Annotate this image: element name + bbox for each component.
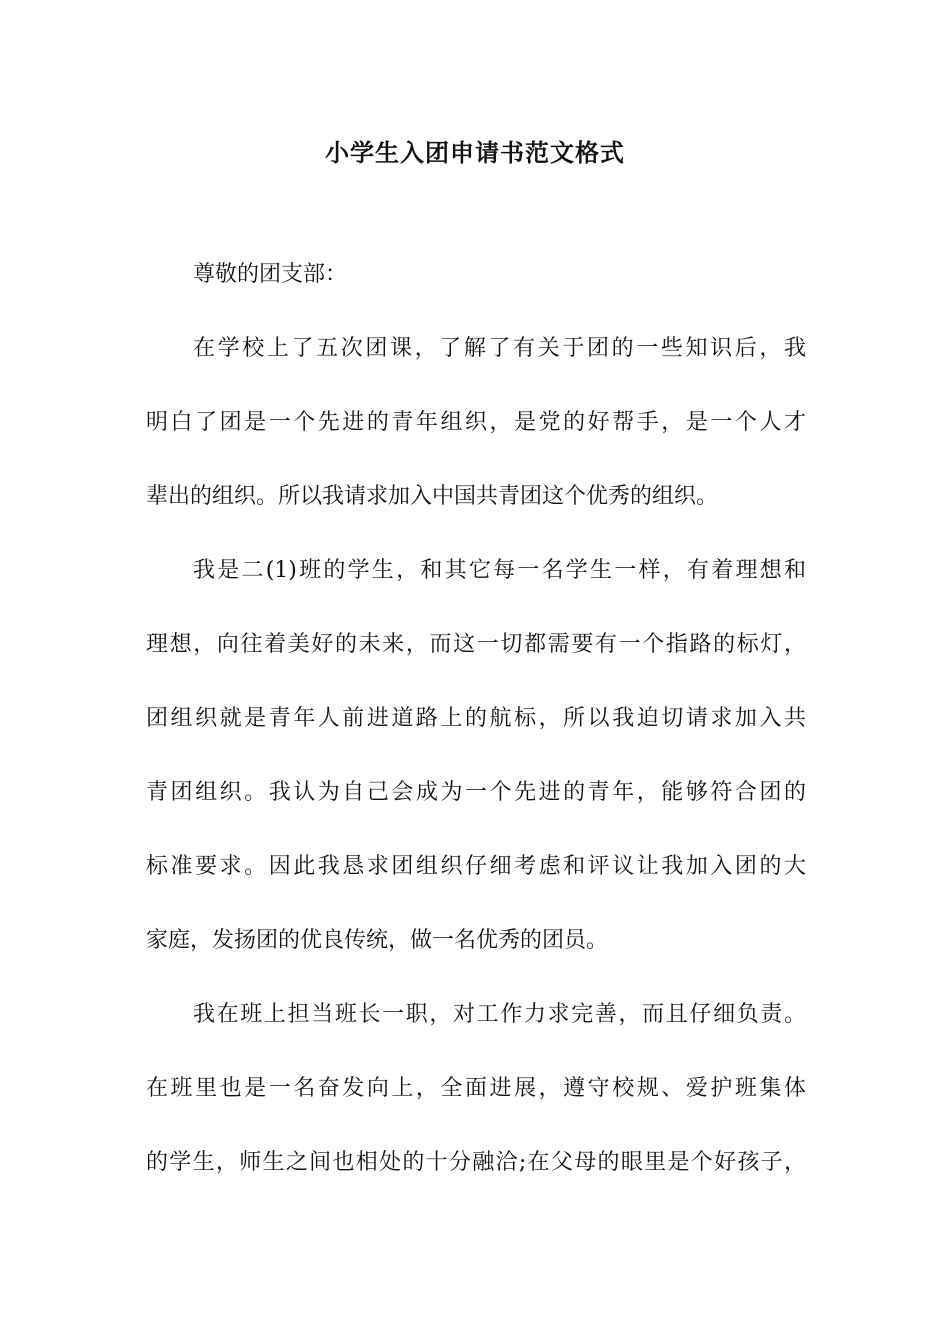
text-line: 青团组织。我认为自己会成为一个先进的青年，能够符合团的 bbox=[146, 780, 806, 805]
text-line: 的学生，师生之间也相处的十分融洽;在父母的眼里是个好孩子， bbox=[146, 1150, 806, 1175]
text-line: 我是二(1)班的学生，和其它每一名学生一样，有着理想和 bbox=[193, 558, 806, 583]
text-line: 尊敬的团支部： bbox=[193, 262, 348, 287]
text-line: 理想，向往着美好的未来，而这一切都需要有一个指路的标灯， bbox=[146, 632, 806, 657]
text-line: 标准要求。因此我恳求团组织仔细考虑和评议让我加入团的大 bbox=[146, 854, 806, 879]
text-line: 明白了团是一个先进的青年组织，是党的好帮手，是一个人才 bbox=[146, 410, 806, 435]
document-title: 小学生入团申请书范文格式 bbox=[325, 138, 625, 167]
text-line: 辈出的组织。所以我请求加入中国共青团这个优秀的组织。 bbox=[146, 484, 719, 509]
text-line: 在班里也是一名奋发向上，全面进展，遵守校规、爱护班集体 bbox=[146, 1076, 806, 1101]
text-line: 在学校上了五次团课，了解了有关于团的一些知识后，我 bbox=[193, 336, 806, 361]
text-line: 我在班上担当班长一职，对工作力求完善，而且仔细负责。 bbox=[193, 1002, 806, 1027]
text-line: 团组织就是青年人前进道路上的航标，所以我迫切请求加入共 bbox=[146, 706, 806, 731]
document-body bbox=[146, 255, 806, 1217]
text-line: 家庭，发扬团的优良传统，做一名优秀的团员。 bbox=[146, 928, 609, 953]
